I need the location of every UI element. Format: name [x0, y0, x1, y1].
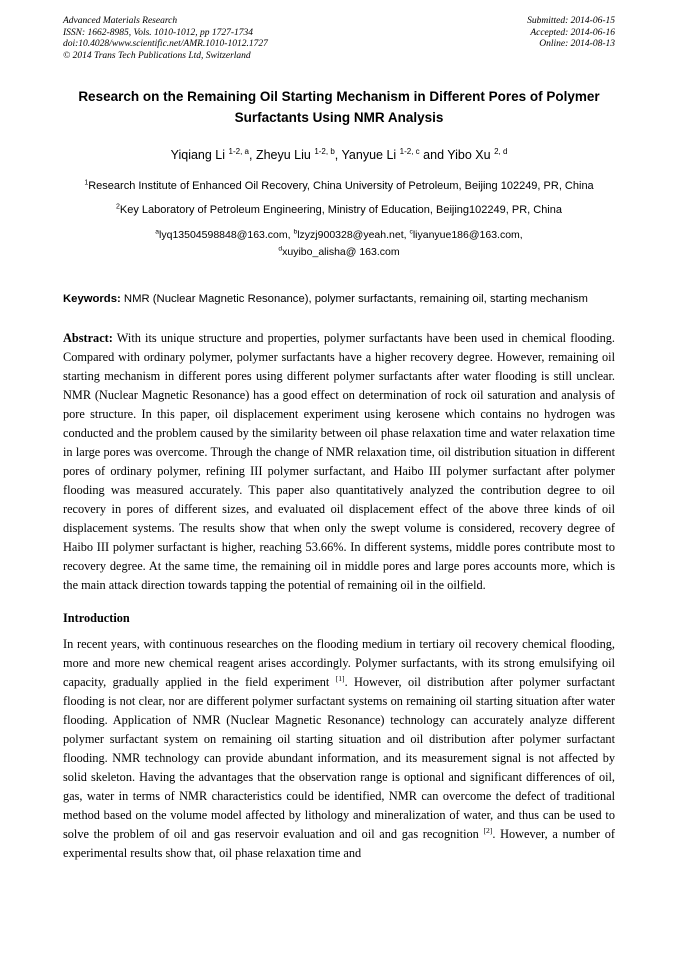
author-name: Zheyu Liu: [255, 148, 315, 162]
email-superscript: c: [409, 228, 413, 236]
affiliation-2: [63, 202, 615, 219]
author-separator: and: [419, 148, 448, 162]
email-text: xuyibo_alisha@ 163.com: [282, 245, 400, 258]
emails-line-1: [63, 227, 615, 244]
author-superscript: 1-2, b: [314, 146, 335, 156]
author-name: Yiqiang Li: [170, 148, 229, 162]
author-superscript: 1-2, c: [399, 146, 420, 156]
online-date: Online: 2014-08-13: [539, 39, 615, 49]
email-superscript: b: [293, 228, 298, 236]
email-text: liyanyue186@163.com,: [412, 229, 523, 241]
submission-dates-block: [527, 16, 615, 51]
intro-text-segment: In recent years, with continuous researches on the flooding medium in tertiary oil recovery chemical flooding, more and more new chemical reagent arises accordingly. Polymer surfactants, with its strong emulsifying oil capacity, gradually applied in the field experiment: [63, 636, 615, 689]
intro-text-segment: . However, a number of experimental results show that, oil phase relaxation time and: [63, 826, 615, 860]
journal-name: Advanced Materials Research: [63, 16, 178, 26]
keywords-text: NMR (Nuclear Magnetic Resonance), polymer surfactants, remaining oil, starting mechanism: [120, 293, 588, 305]
reference-superscript-2: [2]: [483, 825, 493, 835]
submitted-date: Submitted: 2014-06-15: [527, 16, 615, 26]
email-superscript: a: [155, 228, 160, 236]
paper-title: Research on the Remaining Oil Starting Mechanism in Different Pores of Polymer Surfactants Using NMR Analysis: [78, 89, 600, 125]
abstract-paragraph: [63, 329, 615, 595]
journal-header: [63, 16, 615, 62]
email-superscript: d: [278, 245, 283, 252]
affiliation-text: Research Institute of Enhanced Oil Recovery, China University of Petroleum, Beijing 102249, PR, China: [88, 180, 594, 192]
author-separator: ,: [334, 148, 342, 162]
emails-line-2: [63, 244, 615, 261]
journal-info-block: [63, 16, 268, 62]
author-name: Yibo Xu: [447, 148, 495, 162]
email-text: lzyzj900328@yeah.net,: [297, 229, 410, 241]
abstract-text: With its unique structure and properties, polymer surfactants have been used in chemical flooding. Compared with ordinary polymer, polymer surfactants have a higher recovery degree. However, remaining oil starting mechanism in different pores using different polymer surfactants after water flooding is still unclear. NMR (Nuclear Magnetic Resonance) has a good effect on determination of rock oil saturation and analysis of pore structure. In this paper, oil displacement experiment using kerosene which contains no hydrogen was conducted and the problem caused by the similarity between oil phase relaxation time and water relaxation time in large pores was overcome. Through the change of NMR relaxation time, oil distribution situation in different pores of ordinary polymer, refining III polymer surfactant, and Haibo III polymer surfactant after polymer flooding was measured accurately. This paper also quantitatively analyzed the contribution degree to oil recovery in pores of different sizes, and evaluated oil displacement effect of the above three kinds of oil displacement systems. The results show that when only the swept volume is considered, recovery degree of Haibo III polymer surfactant is higher, reaching 53.66%. In different systems, middle pores contribute most to recovery degree. At the same time, the remaining oil in middle pores and large pores accounts more, which is the main attack direction towards tapping the potential of remaining oil in the oilfield.: [63, 330, 615, 592]
keywords-line: [63, 291, 615, 309]
copyright-line: © 2014 Trans Tech Publications Ltd, Switzerland: [63, 50, 251, 61]
affiliation-superscript: 2: [115, 203, 120, 211]
intro-text-segment: . However, oil distribution after polymer surfactant flooding is not clear, nor are different polymer surfactant systems on remaining oil starting situation after water flooding. Application of NMR (Nuclear Magnetic Resonance) technology can accurately analyze different polymer surfactant system on remaining oil starting situation and oil distribution after polymer surfactant flooding. NMR technology can provide abundant information, and its measurement signal is not affected by solid skeleton. Having the advantages that the observation range is optional and significant differences of oil, gas, water in terms of NMR characteristics could be identified, NMR can overcome the defect of traditional method based on the volume model affected by lithology and mineralization of water, and thus can be used to solve the problem of oil and gas reservoir evaluation and oil and gas recognition: [63, 674, 615, 841]
affiliation-1: [63, 178, 615, 195]
accepted-date: Accepted: 2014-06-16: [530, 27, 615, 38]
author-superscript: 1-2, a: [228, 146, 249, 156]
keywords-label: Keywords:: [63, 293, 121, 305]
introduction-heading: Introduction: [63, 610, 130, 625]
emails-block: [63, 227, 615, 260]
author-superscript: 2, d: [494, 146, 508, 156]
email-text: lyq13504598848@163.com,: [159, 229, 294, 241]
abstract-label: Abstract:: [63, 330, 113, 345]
author-separator: ,: [248, 148, 256, 162]
affiliation-superscript: 1: [84, 179, 89, 187]
issn-volume-line: ISSN: 1662-8985, Vols. 1010-1012, pp 1727-1734: [63, 27, 253, 38]
reference-superscript-1: [1]: [335, 673, 345, 683]
doi-line: doi:10.4028/www.scientific.net/AMR.1010-1012.1727: [63, 39, 268, 49]
author-name: Yanyue Li: [341, 148, 400, 162]
affiliation-text: Key Laboratory of Petroleum Engineering, Ministry of Education, Beijing102249, PR, China: [119, 204, 562, 216]
introduction-paragraph: [63, 635, 615, 863]
authors-line: [63, 147, 615, 163]
